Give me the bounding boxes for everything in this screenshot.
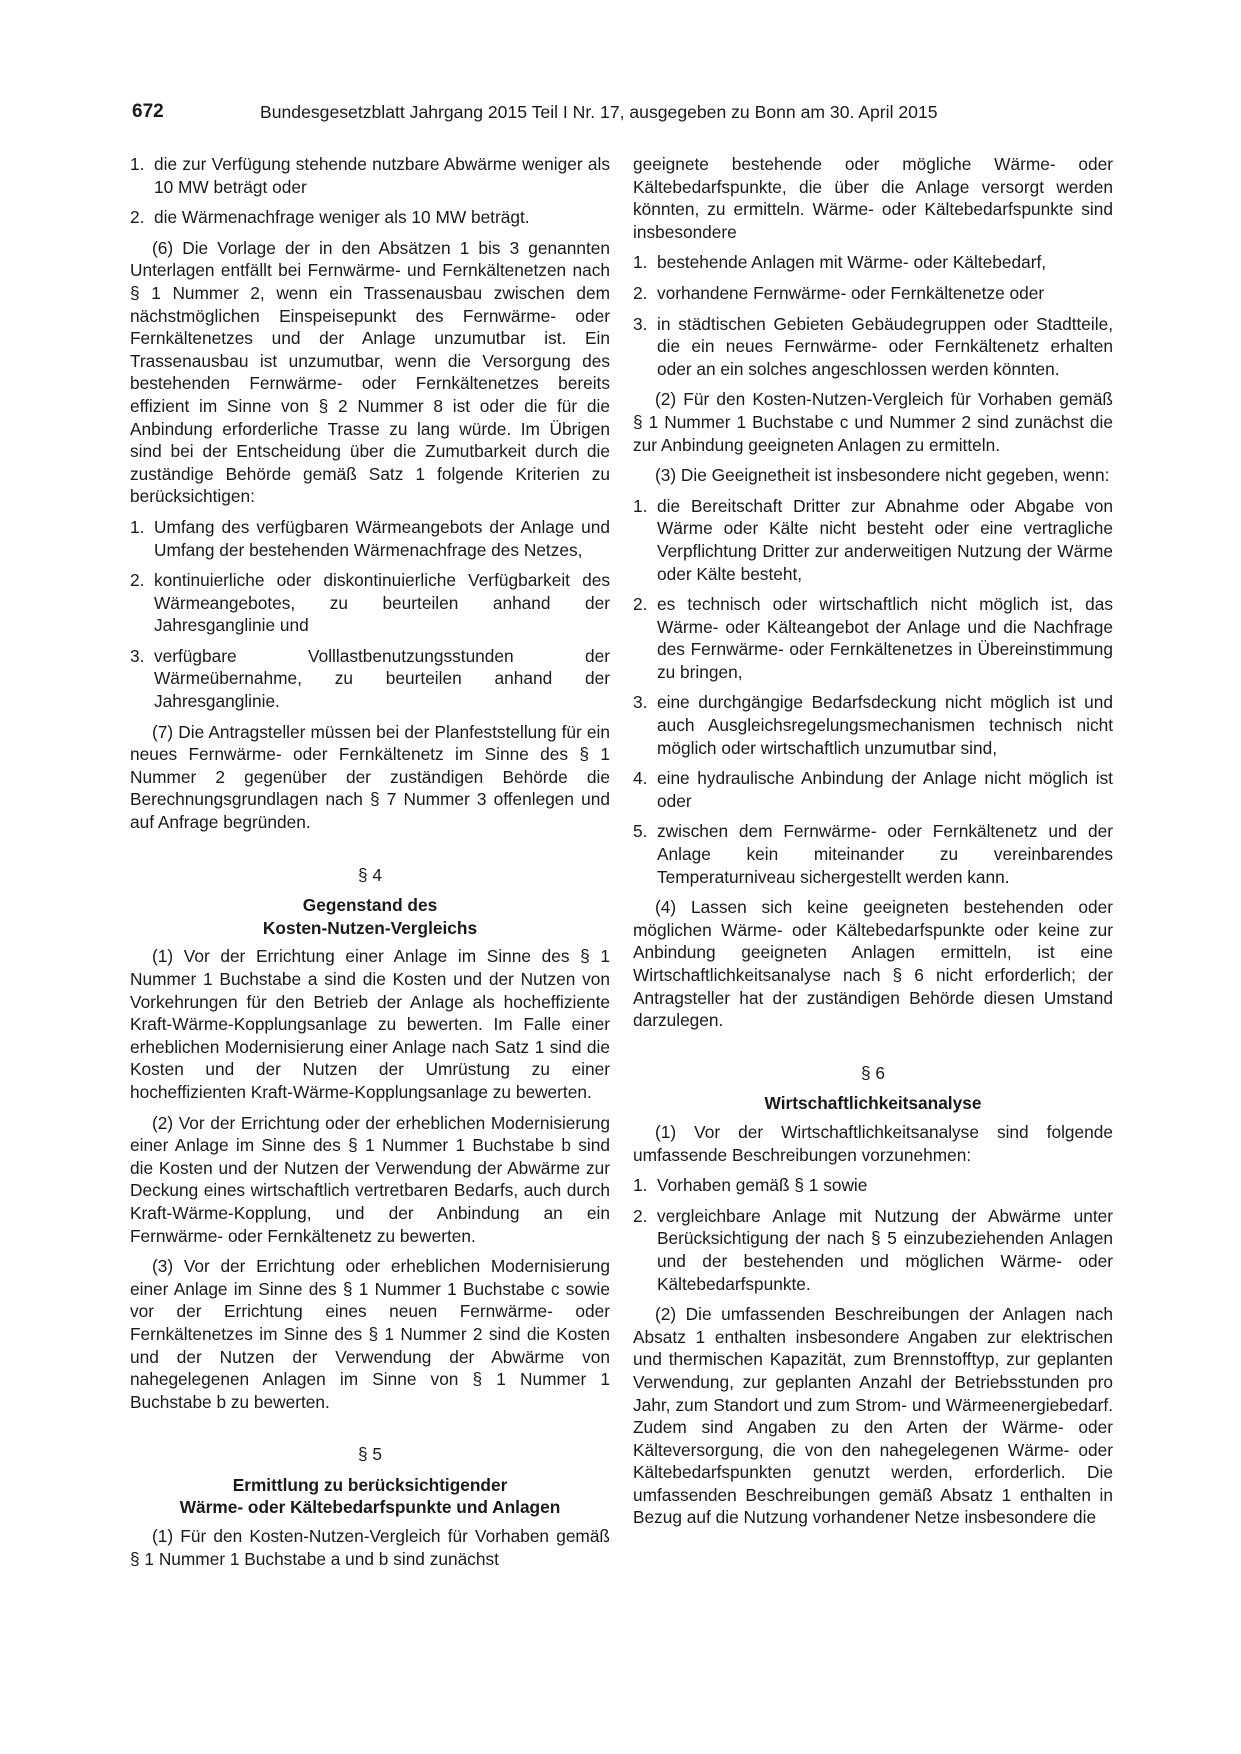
item-number: 5.	[633, 821, 648, 842]
section-sign-5: § 5	[357, 1444, 383, 1465]
item-text: eine durchgängige Bedarfsdeckung nicht möglich ist und auch Ausgleichsregelungsmechanismen technisch nicht möglich oder wirtschaftlich unzumutbar sind,	[657, 692, 1113, 758]
item-number: 3.	[633, 692, 648, 713]
list-item	[633, 251, 1113, 274]
section-5-paragraph-1-continued: geeignete bestehende oder mögliche Wärme- oder Kältebedarfspunkte, die über die Anlage versorgt werden könnten, zu ermitteln. Wärme- oder Kältebedarfspunkte sind insbesondere	[633, 154, 1113, 242]
item-text: verfügbare Volllastbenutzungsstunden der Wärmeübernahme, zu beurteilen anhand der Jahresganglinie.	[154, 645, 610, 712]
item-number: 2.	[633, 282, 648, 303]
item-text: Umfang des verfügbaren Wärmeangebots der Anlage und Umfang der bestehenden Wärmenachfrage des Netzes,	[154, 516, 610, 560]
item-number: 2.	[633, 1205, 648, 1226]
section-5-paragraph-3: (3) Die Geeignetheit ist insbesondere nicht gegeben, wenn:	[655, 465, 1110, 486]
item-text: die Bereitschaft Dritter zur Abnahme oder Abgabe von Wärme oder Kälte nicht besteht oder eine vertragliche Verpflichtung Dritter zur anderweitigen Nutzung der Wärme oder Kälte besteht,	[657, 495, 1113, 584]
section-5-heading	[130, 1474, 610, 1519]
item-text: in städtischen Gebieten Gebäudegruppen oder Stadtteile, die ein neues Fernwärme- oder Fernkältenetz erhalten oder an ein solches angeschlossen werden könnten.	[657, 313, 1113, 379]
item-number: 1.	[130, 516, 145, 537]
section-4-paragraph-2: (2) Vor der Errichtung oder der erheblichen Modernisierung einer Anlage im Sinne des § 1 Nummer 1 Buchstabe b sind die Kosten und der Nutzen der Verwendung der Abwärme zur Deckung eines wirtschaftlich vertretbaren Bedarfs, auch durch Kraft-Wärme-Kopplung, und der Anbindung an ein Fernwärme- oder Fernkältenetz zu bewerten.	[130, 1112, 610, 1246]
list-item	[130, 569, 610, 637]
item-text: es technisch oder wirtschaftlich nicht möglich ist, das Wärme- oder Kälteangebot der Anlage und die Nachfrage des Fernwärme- oder Fernkältenetzes in Übereinstimmung zu bringen,	[657, 594, 1113, 682]
section-sign-4: § 4	[357, 864, 383, 885]
list-item	[130, 516, 610, 561]
item-text: eine hydraulische Anbindung der Anlage nicht möglich ist oder	[657, 768, 1113, 811]
paragraph-7: (7) Die Antragsteller müssen bei der Planfeststellung für ein neues Fernwärme- oder Fernkältenetz im Sinne des § 1 Nummer 2 gegenüber der zuständigen Behörde die Berechnungsgrundlagen nach § 7 Nummer 3 offenlegen und auf Anfrage begründen.	[130, 721, 610, 833]
item-text: Vorhaben gemäß § 1 sowie	[657, 1175, 868, 1196]
section-5-paragraph-4: (4) Lassen sich keine geeigneten bestehenden oder möglichen Wärme- oder Kältebedarfspunkte oder keine zur Anbindung geeigneten Anlagen ermitteln, ist eine Wirtschaftlichkeitsanalyse nach § 6 nicht erforderlich; der Antragsteller hat der zuständigen Behörde diesen Umstand darzulegen.	[633, 897, 1113, 1031]
list-item	[633, 495, 1113, 585]
item-text: bestehende Anlagen mit Wärme- oder Kältebedarf,	[657, 252, 1047, 273]
section-6-heading: Wirtschaftlichkeitsanalyse	[764, 1093, 982, 1114]
item-number: 2.	[633, 594, 648, 615]
list-item	[130, 206, 610, 229]
list-item	[633, 691, 1113, 759]
list-item	[130, 153, 610, 198]
heading-line: Ermittlung zu berücksichtigender	[232, 1474, 508, 1495]
list-item	[633, 313, 1113, 381]
section-5-paragraph-2: (2) Für den Kosten-Nutzen-Vergleich für Vorhaben gemäß § 1 Nummer 1 Buchstabe c und Nummer 2 sind zunächst die zur Anbindung geeigneten Anlagen zu ermitteln.	[633, 389, 1113, 455]
section-6-paragraph-2: (2) Die umfassenden Beschreibungen der Anlagen nach Absatz 1 enthalten insbesondere Angaben zur elektrischen und thermischen Kapazität, zum Brennstofftyp, zur geplanten Verwendung, zur geplanten Anzahl der Betriebsstunden pro Jahr, zum Standort und zum Strom- und Wärmeenergiebedarf. Zudem sind Angaben zu den Arten der Wärme- oder Kälteversorgung, die von den nahegelegenen Wärme- oder Kältebedarfspunkten genutzt werden, erforderlich. Die umfassenden Beschreibungen gemäß Absatz 1 enthalten in Bezug auf die Nutzung vorhandener Netze insbesondere die	[633, 1304, 1113, 1528]
section-5-paragraph-1: (1) Für den Kosten-Nutzen-Vergleich für Vorhaben gemäß § 1 Nummer 1 Buchstabe a und b sind zunächst	[130, 1526, 610, 1569]
paragraph-6: (6) Die Vorlage der in den Absätzen 1 bis 3 genannten Unterlagen entfällt bei Fernwärme- und Fernkältenetzen nach § 1 Nummer 2, wenn ein Trassenausbau zwischen dem nächstmöglichen Einspeisepunkt des Fernwärme- oder Fernkältenetzes und der Anlage unzumutbar ist. Ein Trassenausbau ist unzumutbar, wenn die Versorgung des bestehenden Fernwärme- oder Fernkältenetzes bereits effizient im Sinne von § 2 Nummer 8 ist oder die für die Anbindung erforderliche Trasse zu lang würde. Im Übrigen sind bei der Entscheidung über die Zumutbarkeit durch die zuständige Behörde gemäß Satz 1 folgende Kriterien zu berücksichtigen:	[130, 237, 610, 507]
list-item	[633, 767, 1113, 812]
left-column	[130, 153, 610, 1578]
item-number: 2.	[130, 207, 145, 228]
item-number: 2.	[130, 570, 145, 591]
item-number: 1.	[130, 154, 145, 174]
item-text: zwischen dem Fernwärme- oder Fernkältenetz und der Anlage kein miteinander zu vereinbarendes Temperaturniveau sichergestellt werden kann.	[657, 821, 1113, 887]
item-text: vergleichbare Anlage mit Nutzung der Abwärme unter Berücksichtigung der nach § 5 einzubeziehenden Anlagen und der bestehenden und möglichen Wärme- oder Kältebedarfspunkte.	[657, 1205, 1113, 1294]
item-text: vorhandene Fernwärme- oder Fernkältenetze oder	[657, 282, 1045, 303]
heading-line: Kosten-Nutzen-Vergleichs	[262, 917, 478, 938]
list-item	[633, 820, 1113, 888]
right-column	[633, 153, 1113, 1537]
list-item	[633, 1174, 1113, 1197]
publication-title: Bundesgesetzblatt Jahrgang 2015 Teil I Nr. 17, ausgegeben zu Bonn am 30. April 2015	[260, 102, 938, 122]
item-text: die zur Verfügung stehende nutzbare Abwärme weniger als 10 MW beträgt oder	[154, 154, 610, 197]
item-number: 1.	[633, 1175, 648, 1196]
item-text: die Wärmenachfrage weniger als 10 MW beträgt.	[154, 207, 530, 228]
item-number: 3.	[633, 313, 648, 334]
list-item	[633, 282, 1113, 305]
list-item	[130, 645, 610, 713]
section-sign-6: § 6	[860, 1062, 886, 1083]
section-6-paragraph-1: (1) Vor der Wirtschaftlichkeitsanalyse sind folgende umfassende Beschreibungen vorzunehmen:	[633, 1121, 1113, 1165]
heading-line: Gegenstand des	[302, 895, 438, 916]
list-item	[633, 1205, 1113, 1295]
section-4-paragraph-3: (3) Vor der Errichtung oder erheblichen Modernisierung einer Anlage im Sinne des § 1 Nummer 1 Buchstabe c sowie vor der Errichtung eines neuen Fernwärme- oder Fernkältenetzes im Sinne des § 1 Nummer 2 sind die Kosten und der Nutzen der Verwendung der Abwärme von nahegelegenen Anlagen im Sinne von § 1 Nummer 1 Buchstabe b zu bewerten.	[130, 1256, 610, 1412]
heading-line: Wärme- oder Kältebedarfspunkte und Anlagen	[179, 1497, 561, 1518]
item-number: 1.	[633, 252, 648, 273]
item-number: 1.	[633, 495, 648, 516]
page-number: 672	[132, 101, 164, 122]
item-text: kontinuierliche oder diskontinuierliche Verfügbarkeit des Wärmeangebotes, zu beurteilen anhand der Jahresganglinie und	[154, 570, 610, 636]
section-4-paragraph-1: (1) Vor der Errichtung einer Anlage im Sinne des § 1 Nummer 1 Buchstabe a sind die Kosten und der Nutzen von Vorkehrungen für den Betrieb der Anlage als hocheffiziente Kraft-Wärme-Kopplungsanlage zu bewerten. Im Falle einer erheblichen Modernisierung einer Anlage nach Satz 1 sind die Kosten und der Nutzen der Umrüstung zu einer hocheffizienten Kraft-Wärme-Kopplungsanlage zu bewerten.	[130, 946, 610, 1102]
item-number: 4.	[633, 768, 648, 789]
page-header	[132, 101, 1112, 127]
section-4-heading	[130, 894, 610, 939]
list-item	[633, 593, 1113, 683]
item-number: 3.	[130, 645, 145, 666]
